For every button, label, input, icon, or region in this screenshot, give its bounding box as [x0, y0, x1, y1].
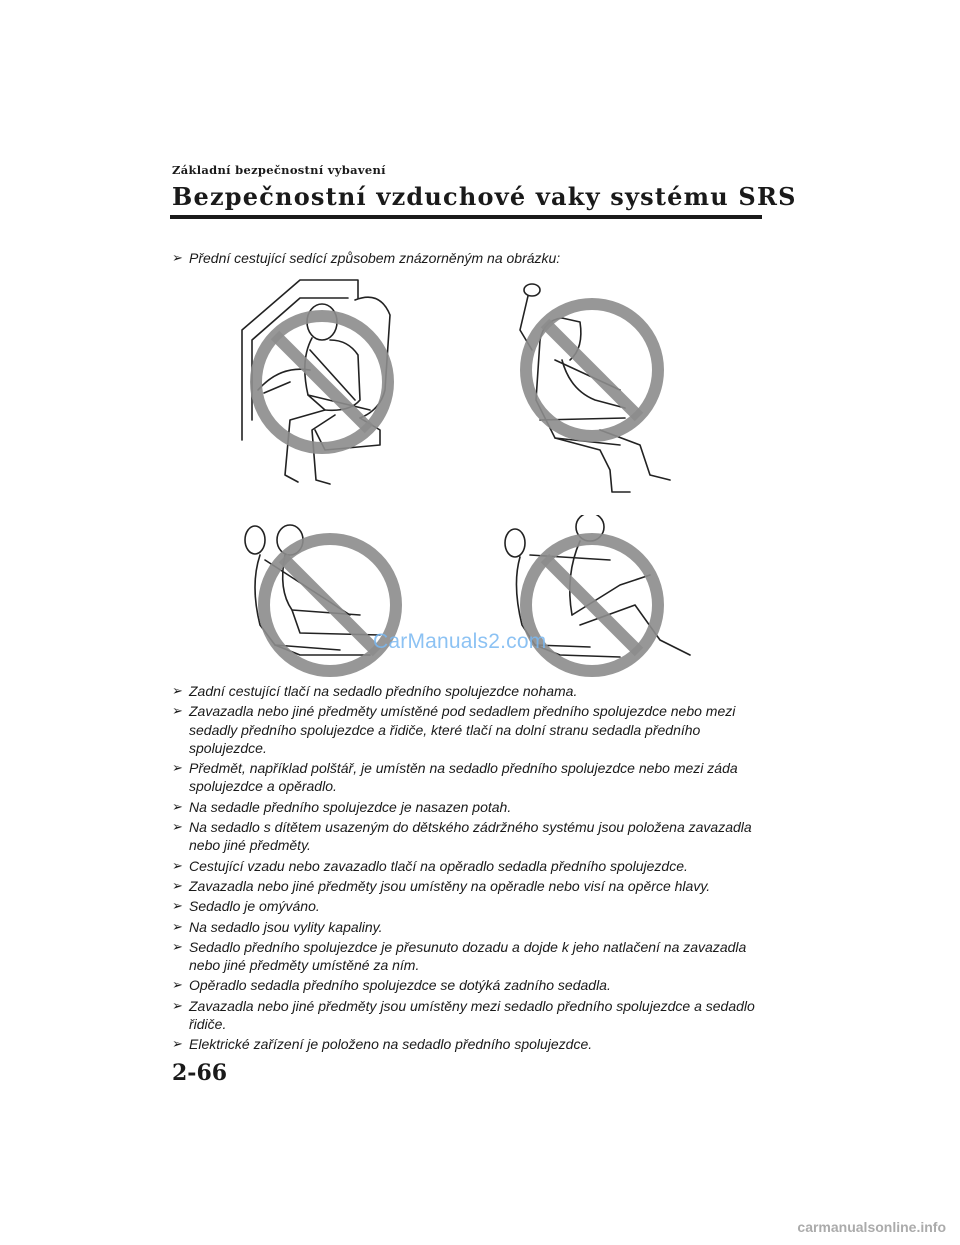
bullet-item: [172, 857, 762, 875]
bullet-list: [172, 682, 762, 1056]
bullet-item: [172, 877, 762, 895]
bullet-item: [172, 897, 762, 915]
arrow-right-bullet-icon: ➢: [172, 250, 183, 265]
section-label: Základní bezpečnostní vybavení: [172, 163, 386, 177]
bullet-text: Elektrické zařízení je položeno na sedadlo předního spolujezdce.: [189, 1036, 593, 1053]
arrow-right-bullet-icon: ➢: [172, 703, 183, 719]
arrow-right-bullet-icon: ➢: [172, 877, 183, 893]
bullet-item: [172, 997, 762, 1034]
arrow-right-bullet-icon: ➢: [172, 819, 183, 835]
arrow-right-bullet-icon: ➢: [172, 760, 183, 776]
bullet-item: [172, 682, 762, 700]
bullet-item: [172, 798, 762, 816]
bullet-text: Zavazadla nebo jiné předměty jsou umístěny na opěradle nebo visí na opěrce hlavy.: [189, 877, 711, 894]
bullet-item: [172, 976, 762, 994]
bullet-text: Na sedadle předního spolujezdce je nasazen potah.: [189, 798, 512, 815]
bullet-text: Na sedadlo s dítětem usazeným do dětského zádržného systému jsou položena zavazadla nebo jiné předměty.: [189, 819, 752, 854]
arrow-right-bullet-icon: ➢: [172, 898, 183, 914]
illustration-arm-raised: [500, 270, 700, 500]
bullet-text: Sedadlo předního spolujezdce je přesunuto dozadu a dojde k jeho natlačení na zavazadla nebo jiné předměty umístěné za ním.: [189, 938, 747, 974]
bullet-text: Zavazadla nebo jiné předměty umístěné pod sedadlem předního spolujezdce nebo mezi sedadly předního spolujezdce a řidiče, které tlačí na dolní stranu sedadla předního spolujezdce.: [189, 703, 736, 756]
bullet-item: [172, 938, 762, 975]
intro-text: Přední cestující sedící způsobem znázorněným na obrázku:: [189, 250, 561, 266]
bullet-text: Zadní cestující tlačí na sedadlo předního spolujezdce nohama.: [189, 683, 578, 699]
arrow-right-bullet-icon: ➢: [172, 857, 183, 873]
site-watermark: carmanualsonline.info: [797, 1219, 946, 1235]
arrow-right-bullet-icon: ➢: [172, 938, 183, 954]
bullet-text: Sedadlo je omýváno.: [189, 898, 320, 915]
bullet-text: Cestující vzadu nebo zavazadlo tlačí na opěradlo sedadla předního spolujezdce.: [189, 857, 688, 874]
bullet-item: [172, 759, 762, 796]
incorrect-seating-illustrations: [230, 270, 700, 680]
arrow-right-bullet-icon: ➢: [172, 977, 183, 993]
arrow-right-bullet-icon: ➢: [172, 683, 183, 698]
illustration-reclined-feet-forward: [230, 515, 430, 680]
arrow-right-bullet-icon: ➢: [172, 918, 183, 934]
intro-line: [172, 250, 560, 266]
bullet-item: [172, 702, 762, 757]
page-title: Bezpečnostní vzduchové vaky systému SRS: [172, 182, 797, 211]
illustration-leaning-on-door: [230, 270, 430, 500]
page-number: 2-66: [172, 1060, 228, 1086]
bullet-item: [172, 918, 762, 936]
bullet-text: Předmět, například polštář, je umístěn na sedadlo předního spolujezdce nebo mezi záda spolujezdce a opěradlo.: [189, 760, 738, 795]
arrow-right-bullet-icon: ➢: [172, 997, 183, 1013]
bullet-item: [172, 1035, 762, 1053]
bullet-text: Zavazadla nebo jiné předměty jsou umístěny mezi sedadlo předního spolujezdce a sedadlo řidiče.: [189, 997, 755, 1033]
arrow-right-bullet-icon: ➢: [172, 1036, 183, 1052]
bullet-item: [172, 818, 762, 855]
carmanuals-watermark: CarManuals2.com: [373, 630, 547, 653]
bullet-text: Opěradlo sedadla předního spolujezdce se dotýká zadního sedadla.: [189, 977, 611, 994]
illustration-reclined-knees-up: [500, 515, 700, 680]
bullet-text: Na sedadlo jsou vylity kapaliny.: [189, 918, 383, 935]
title-divider: [170, 215, 762, 219]
arrow-right-bullet-icon: ➢: [172, 798, 183, 814]
